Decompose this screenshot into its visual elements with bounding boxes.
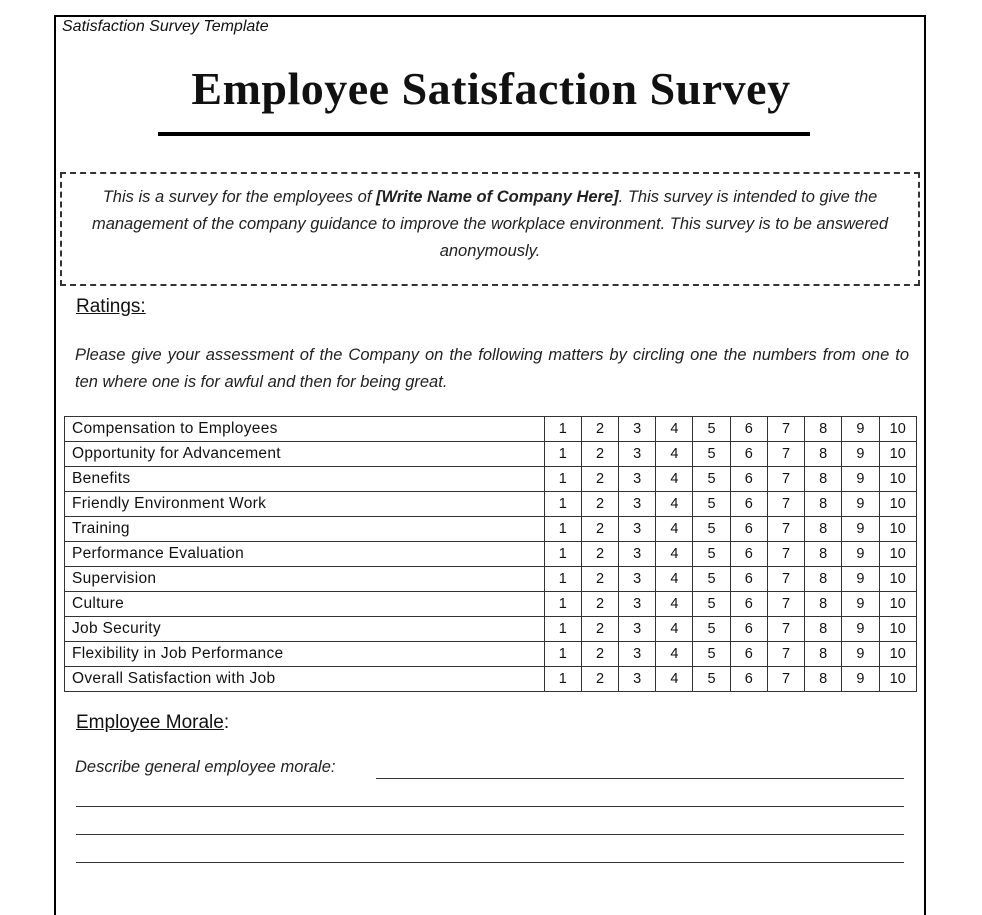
ratings-table bbox=[64, 416, 917, 692]
rating-score-option[interactable]: 3 bbox=[619, 467, 656, 492]
rating-score-option[interactable]: 1 bbox=[544, 442, 581, 467]
rating-score-option[interactable]: 9 bbox=[842, 567, 879, 592]
rating-score-option[interactable]: 7 bbox=[767, 617, 804, 642]
rating-score-option[interactable]: 6 bbox=[730, 442, 767, 467]
rating-score-option[interactable]: 4 bbox=[656, 567, 693, 592]
rating-score-option[interactable]: 8 bbox=[805, 617, 842, 642]
rating-score-option[interactable]: 9 bbox=[842, 517, 879, 542]
intro-box bbox=[60, 172, 920, 286]
rating-score-option[interactable]: 10 bbox=[879, 492, 917, 517]
rating-score-option[interactable]: 1 bbox=[544, 667, 581, 692]
rating-score-option[interactable]: 3 bbox=[619, 592, 656, 617]
rating-item-label: Job Security bbox=[65, 617, 545, 642]
rating-row bbox=[65, 617, 917, 642]
rating-score-option[interactable]: 4 bbox=[656, 492, 693, 517]
rating-item-label: Flexibility in Job Performance bbox=[65, 642, 545, 667]
rating-score-option[interactable]: 8 bbox=[805, 517, 842, 542]
rating-score-option[interactable]: 1 bbox=[544, 592, 581, 617]
rating-row bbox=[65, 417, 917, 442]
rating-score-option[interactable]: 10 bbox=[879, 567, 917, 592]
rating-score-option[interactable]: 5 bbox=[693, 442, 730, 467]
describe-morale-label: Describe general employee morale: bbox=[75, 758, 336, 776]
rating-score-option[interactable]: 9 bbox=[842, 617, 879, 642]
morale-answer-line-2[interactable] bbox=[76, 806, 904, 807]
title-underline bbox=[158, 132, 810, 136]
morale-answer-line-1[interactable] bbox=[376, 778, 904, 779]
rating-item-label: Opportunity for Advancement bbox=[65, 442, 545, 467]
rating-score-option[interactable]: 8 bbox=[805, 417, 842, 442]
rating-score-option[interactable]: 7 bbox=[767, 492, 804, 517]
employee-morale-heading-text: Employee Morale bbox=[76, 712, 224, 733]
rating-score-option[interactable]: 2 bbox=[581, 442, 618, 467]
rating-score-option[interactable]: 5 bbox=[693, 517, 730, 542]
rating-score-option[interactable]: 6 bbox=[730, 642, 767, 667]
rating-score-option[interactable]: 8 bbox=[805, 642, 842, 667]
rating-score-option[interactable]: 5 bbox=[693, 667, 730, 692]
rating-score-option[interactable]: 6 bbox=[730, 667, 767, 692]
rating-score-option[interactable]: 2 bbox=[581, 467, 618, 492]
rating-score-option[interactable]: 10 bbox=[879, 592, 917, 617]
rating-score-option[interactable]: 1 bbox=[544, 642, 581, 667]
rating-score-option[interactable]: 3 bbox=[619, 567, 656, 592]
rating-score-option[interactable]: 1 bbox=[544, 417, 581, 442]
rating-score-option[interactable]: 4 bbox=[656, 467, 693, 492]
rating-score-option[interactable]: 2 bbox=[581, 542, 618, 567]
rating-score-option[interactable]: 9 bbox=[842, 667, 879, 692]
rating-score-option[interactable]: 9 bbox=[842, 642, 879, 667]
rating-item-label: Compensation to Employees bbox=[65, 417, 545, 442]
rating-score-option[interactable]: 4 bbox=[656, 592, 693, 617]
rating-item-label: Overall Satisfaction with Job bbox=[65, 667, 545, 692]
rating-score-option[interactable]: 4 bbox=[656, 642, 693, 667]
rating-score-option[interactable]: 7 bbox=[767, 417, 804, 442]
rating-score-option[interactable]: 9 bbox=[842, 542, 879, 567]
rating-score-option[interactable]: 10 bbox=[879, 517, 917, 542]
rating-score-option[interactable]: 8 bbox=[805, 667, 842, 692]
rating-score-option[interactable]: 6 bbox=[730, 567, 767, 592]
ratings-heading bbox=[76, 296, 146, 318]
rating-item-label: Benefits bbox=[65, 467, 545, 492]
rating-score-option[interactable]: 8 bbox=[805, 442, 842, 467]
rating-score-option[interactable]: 6 bbox=[730, 467, 767, 492]
rating-score-option[interactable]: 1 bbox=[544, 492, 581, 517]
rating-row bbox=[65, 492, 917, 517]
rating-score-option[interactable]: 9 bbox=[842, 417, 879, 442]
rating-score-option[interactable]: 2 bbox=[581, 517, 618, 542]
rating-score-option[interactable]: 10 bbox=[879, 542, 917, 567]
ratings-heading-text: Ratings: bbox=[76, 296, 146, 317]
rating-score-option[interactable]: 7 bbox=[767, 567, 804, 592]
rating-score-option[interactable]: 3 bbox=[619, 617, 656, 642]
ratings-instructions: Please give your assessment of the Company on the following matters by circling one the numbers from one to ten where one is for awful and then for being great. bbox=[75, 346, 909, 391]
rating-score-option[interactable]: 1 bbox=[544, 567, 581, 592]
employee-morale-heading-colon: : bbox=[223, 712, 230, 733]
rating-score-option[interactable]: 8 bbox=[805, 492, 842, 517]
rating-score-option[interactable]: 9 bbox=[842, 467, 879, 492]
rating-score-option[interactable]: 6 bbox=[730, 542, 767, 567]
rating-score-option[interactable]: 7 bbox=[767, 517, 804, 542]
rating-score-option[interactable]: 8 bbox=[805, 467, 842, 492]
rating-score-option[interactable]: 7 bbox=[767, 542, 804, 567]
rating-score-option[interactable]: 6 bbox=[730, 617, 767, 642]
rating-score-option[interactable]: 6 bbox=[730, 417, 767, 442]
rating-score-option[interactable]: 10 bbox=[879, 442, 917, 467]
rating-row bbox=[65, 517, 917, 542]
rating-score-option[interactable]: 4 bbox=[656, 417, 693, 442]
rating-row bbox=[65, 642, 917, 667]
rating-item-label: Performance Evaluation bbox=[65, 542, 545, 567]
rating-score-option[interactable]: 4 bbox=[656, 542, 693, 567]
morale-answer-line-4[interactable] bbox=[76, 862, 904, 863]
employee-morale-heading bbox=[76, 712, 229, 734]
rating-score-option[interactable]: 7 bbox=[767, 642, 804, 667]
rating-score-option[interactable]: 6 bbox=[730, 517, 767, 542]
rating-score-option[interactable]: 10 bbox=[879, 467, 917, 492]
rating-score-option[interactable]: 7 bbox=[767, 592, 804, 617]
rating-score-option[interactable]: 10 bbox=[879, 617, 917, 642]
rating-score-option[interactable]: 2 bbox=[581, 667, 618, 692]
rating-score-option[interactable]: 6 bbox=[730, 592, 767, 617]
rating-score-option[interactable]: 10 bbox=[879, 642, 917, 667]
rating-score-option[interactable]: 2 bbox=[581, 417, 618, 442]
rating-score-option[interactable]: 2 bbox=[581, 492, 618, 517]
rating-row bbox=[65, 592, 917, 617]
rating-row bbox=[65, 442, 917, 467]
survey-title: Employee Satisfaction Survey bbox=[191, 63, 791, 114]
rating-score-option[interactable]: 3 bbox=[619, 667, 656, 692]
rating-score-option[interactable]: 4 bbox=[656, 667, 693, 692]
rating-score-option[interactable]: 1 bbox=[544, 617, 581, 642]
rating-score-option[interactable]: 3 bbox=[619, 542, 656, 567]
intro-text-start: This is a survey for the employees of bbox=[102, 188, 376, 206]
company-name-placeholder[interactable]: [Write Name of Company Here] bbox=[375, 188, 619, 206]
rating-score-option[interactable]: 5 bbox=[693, 642, 730, 667]
rating-row bbox=[65, 667, 917, 692]
rating-item-label: Friendly Environment Work bbox=[65, 492, 545, 517]
rating-row bbox=[65, 467, 917, 492]
rating-score-option[interactable]: 8 bbox=[805, 542, 842, 567]
template-label: Satisfaction Survey Template bbox=[62, 18, 269, 35]
rating-score-option[interactable]: 10 bbox=[879, 417, 917, 442]
rating-score-option[interactable]: 4 bbox=[656, 517, 693, 542]
rating-row bbox=[65, 567, 917, 592]
rating-score-option[interactable]: 6 bbox=[730, 492, 767, 517]
rating-score-option[interactable]: 2 bbox=[581, 642, 618, 667]
rating-score-option[interactable]: 8 bbox=[805, 567, 842, 592]
rating-score-option[interactable]: 5 bbox=[693, 467, 730, 492]
rating-score-option[interactable]: 7 bbox=[767, 467, 804, 492]
rating-score-option[interactable]: 4 bbox=[656, 617, 693, 642]
rating-score-option[interactable]: 5 bbox=[693, 592, 730, 617]
rating-item-label: Supervision bbox=[65, 567, 545, 592]
rating-score-option[interactable]: 2 bbox=[581, 567, 618, 592]
rating-score-option[interactable]: 5 bbox=[693, 617, 730, 642]
rating-score-option[interactable]: 7 bbox=[767, 442, 804, 467]
rating-score-option[interactable]: 1 bbox=[544, 517, 581, 542]
rating-score-option[interactable]: 5 bbox=[693, 417, 730, 442]
rating-score-option[interactable]: 9 bbox=[842, 592, 879, 617]
rating-score-option[interactable]: 5 bbox=[693, 492, 730, 517]
rating-score-option[interactable]: 5 bbox=[693, 542, 730, 567]
rating-score-option[interactable]: 8 bbox=[805, 592, 842, 617]
rating-item-label: Training bbox=[65, 517, 545, 542]
rating-score-option[interactable]: 9 bbox=[842, 442, 879, 467]
rating-score-option[interactable]: 5 bbox=[693, 567, 730, 592]
rating-score-option[interactable]: 2 bbox=[581, 617, 618, 642]
rating-row bbox=[65, 542, 917, 567]
rating-score-option[interactable]: 10 bbox=[879, 667, 917, 692]
rating-score-option[interactable]: 4 bbox=[656, 442, 693, 467]
rating-score-option[interactable]: 3 bbox=[619, 492, 656, 517]
rating-score-option[interactable]: 3 bbox=[619, 417, 656, 442]
intro-text-end: . This survey is intended to give the management of the company guidance to improve the workplace environment. This survey is to be answered anonymously. bbox=[91, 188, 889, 260]
rating-score-option[interactable]: 3 bbox=[619, 517, 656, 542]
rating-score-option[interactable]: 3 bbox=[619, 442, 656, 467]
rating-score-option[interactable]: 2 bbox=[581, 592, 618, 617]
rating-score-option[interactable]: 1 bbox=[544, 542, 581, 567]
rating-score-option[interactable]: 3 bbox=[619, 642, 656, 667]
rating-score-option[interactable]: 1 bbox=[544, 467, 581, 492]
rating-item-label: Culture bbox=[65, 592, 545, 617]
morale-answer-line-3[interactable] bbox=[76, 834, 904, 835]
rating-score-option[interactable]: 9 bbox=[842, 492, 879, 517]
rating-score-option[interactable]: 7 bbox=[767, 667, 804, 692]
